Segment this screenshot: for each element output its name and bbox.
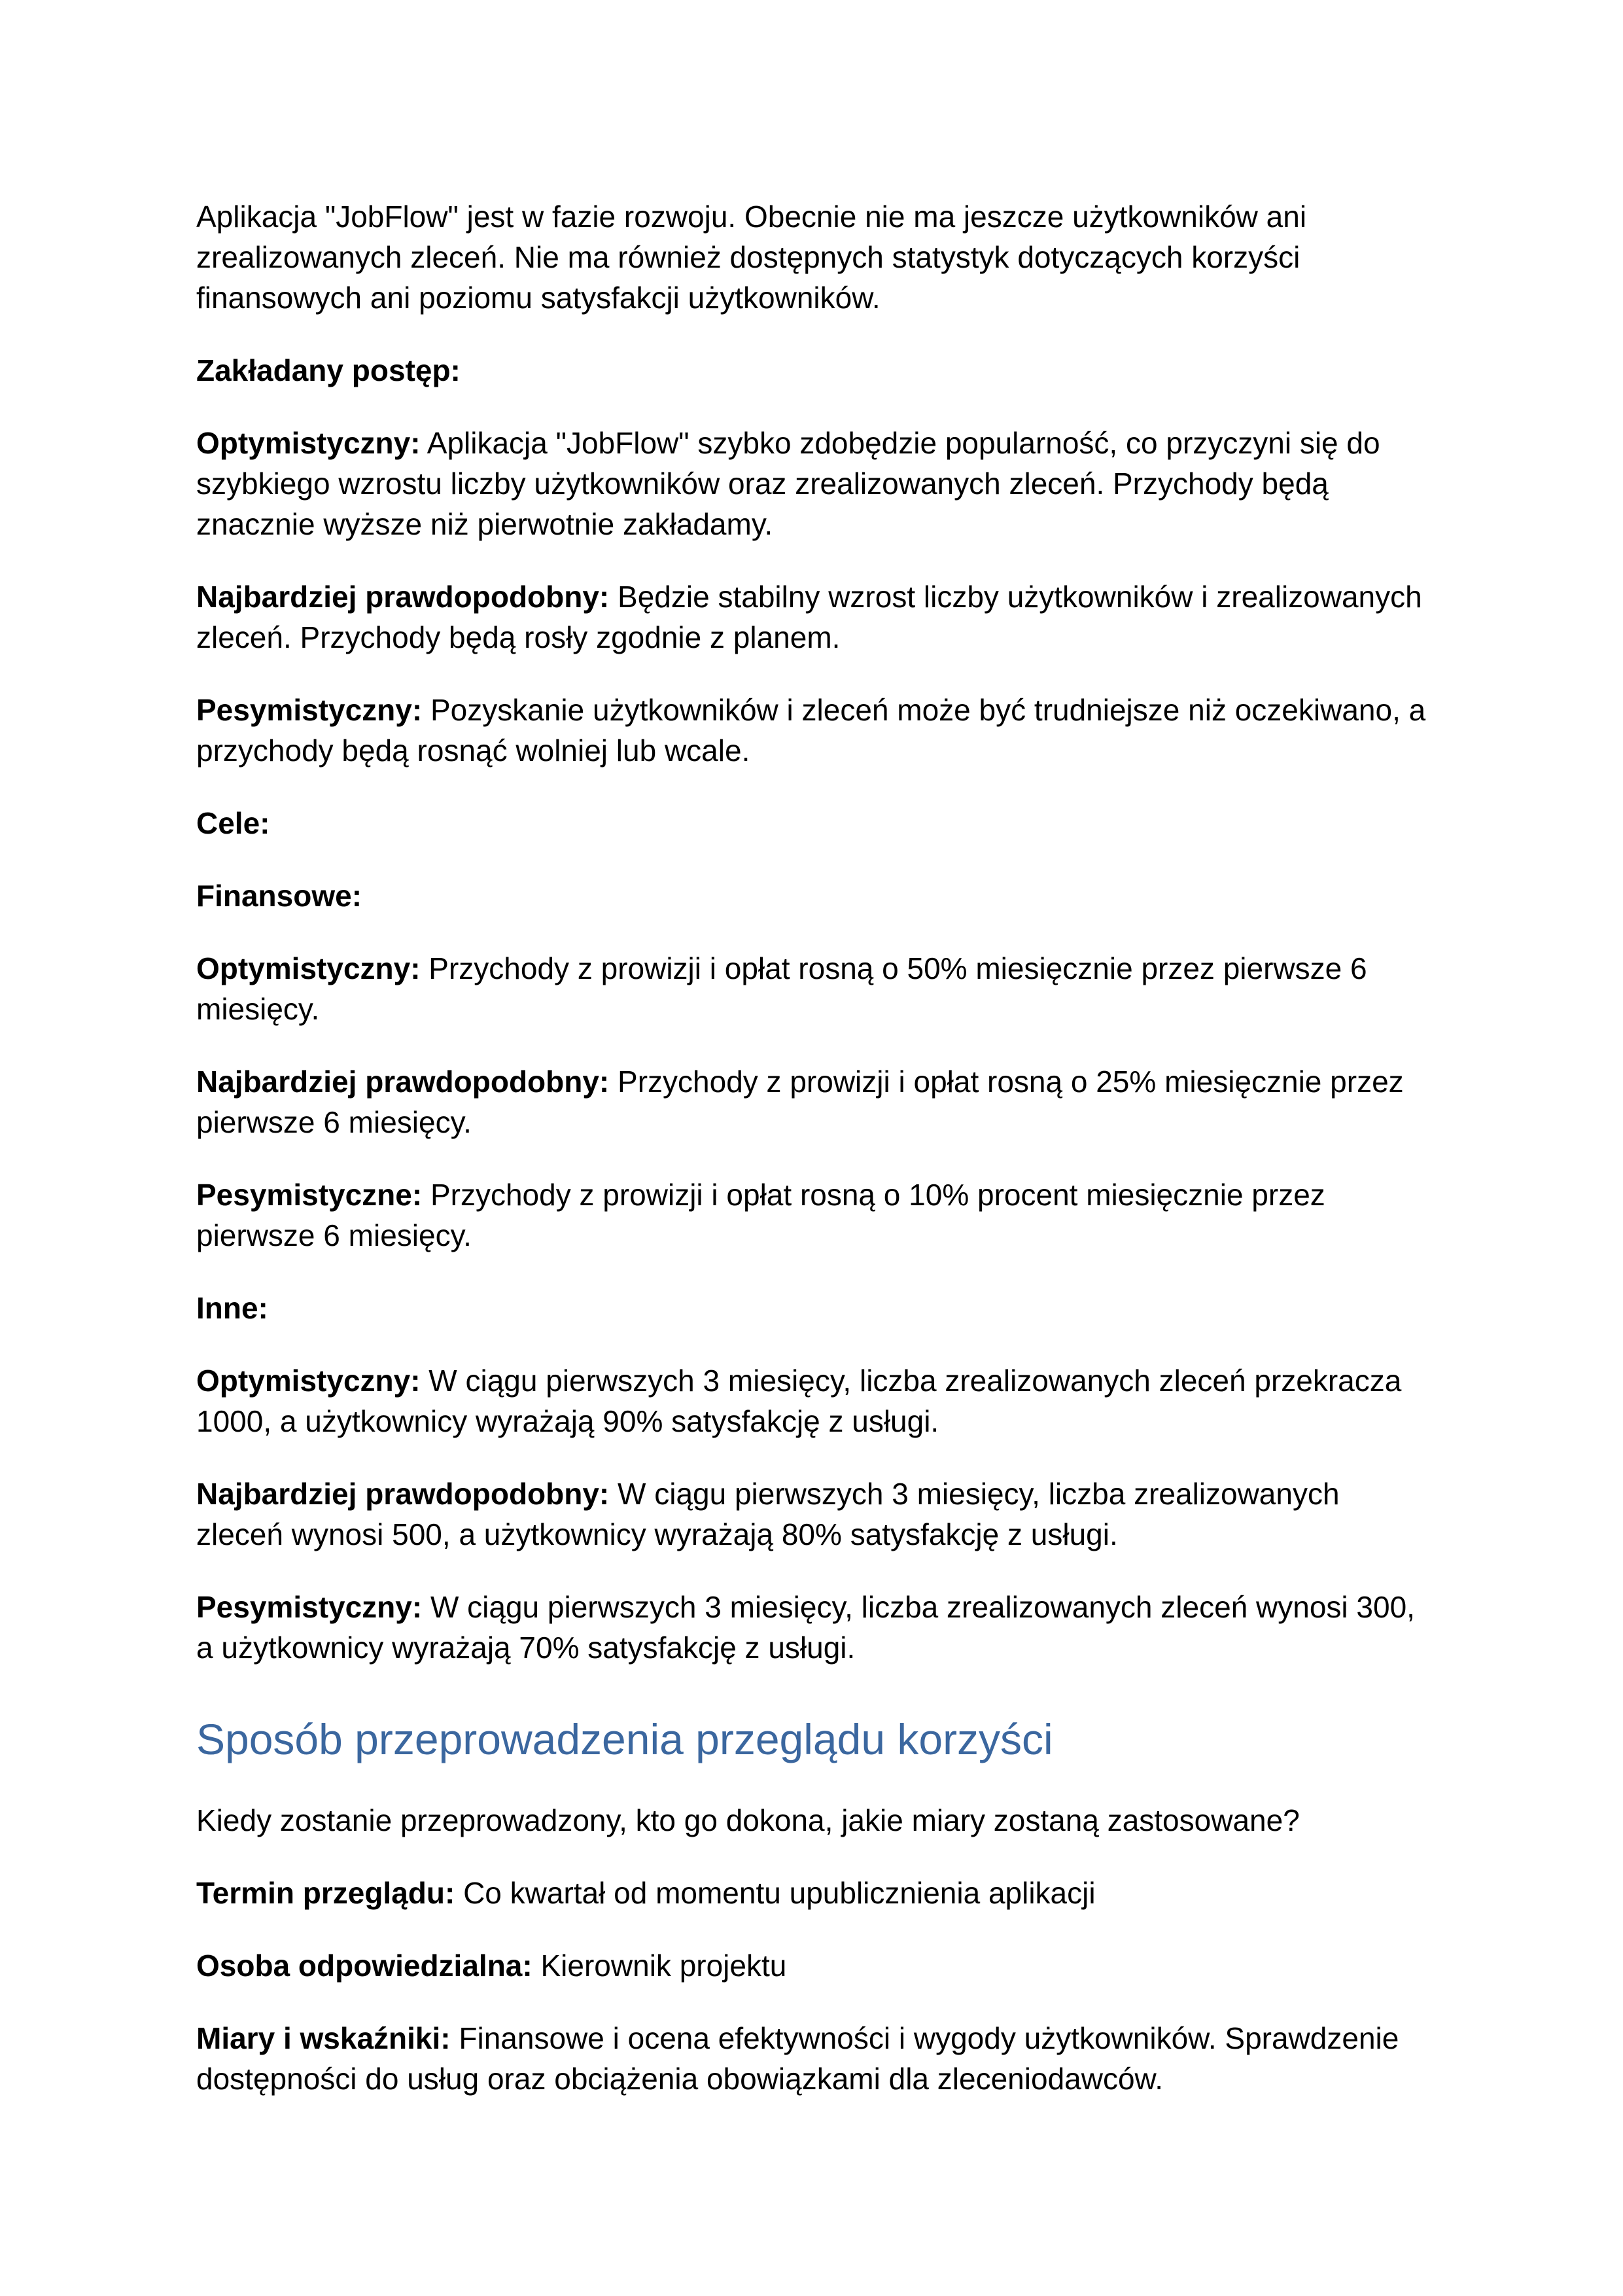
paragraph-bold-label: Najbardziej prawdopodobny:	[196, 1477, 610, 1511]
paragraph-zakladany-postep	[196, 350, 1427, 391]
paragraph-text: Kierownik projektu	[532, 1949, 787, 1983]
section-heading: Sposób przeprowadzenia przeglądu korzyści	[196, 1715, 1053, 1763]
paragraph-postep-najbardziej-prawdopodobny	[196, 576, 1427, 658]
paragraph-text: Przychody z prowizji i opłat rosną o 50% miesięcznie przez pierwsze 6 miesięcy.	[196, 951, 1367, 1026]
paragraph-bold-label: Najbardziej prawdopodobny:	[196, 1065, 610, 1099]
paragraph-inne-pesymistyczny	[196, 1587, 1427, 1668]
paragraph-cele	[196, 803, 1427, 843]
paragraph-text: Kiedy zostanie przeprowadzony, kto go dokona, jakie miary zostaną zastosowane?	[196, 1803, 1300, 1837]
paragraph-osoba-odpowiedzialna	[196, 1945, 1427, 1986]
paragraph-bold-label: Najbardziej prawdopodobny:	[196, 580, 610, 614]
paragraph-bold-label: Miary i wskaźniki:	[196, 2021, 451, 2055]
paragraph-text: Przychody z prowizji i opłat rosną o 10% procent miesięcznie przez pierwsze 6 miesięcy.	[196, 1178, 1325, 1252]
paragraph-finansowe-najbardziej-prawdopodobny	[196, 1061, 1427, 1142]
paragraph-inne-najbardziej-prawdopodobny	[196, 1474, 1427, 1555]
paragraph-bold-label: Inne:	[196, 1291, 268, 1325]
paragraph-bold-label: Zakładany postęp:	[196, 353, 461, 387]
paragraph-text: Przychody z prowizji i opłat rosną o 25% miesięcznie przez pierwsze 6 miesięcy.	[196, 1065, 1404, 1139]
paragraph-text: Aplikacja "JobFlow" szybko zdobędzie popularność, co przyczyni się do szybkiego wzrostu liczby użytkowników oraz zrealizowanych zleceń. Przychody będą znacznie wyższe niż pierwotnie zakładamy.	[196, 426, 1380, 541]
paragraph-bold-label: Optymistyczny:	[196, 1364, 421, 1398]
paragraph-text: Finansowe i ocena efektywności i wygody użytkowników. Sprawdzenie dostępności do usług oraz obciążenia obowiązkami dla zleceniodawców.	[196, 2021, 1399, 2096]
paragraph-text: W ciągu pierwszych 3 miesięcy, liczba zrealizowanych zleceń wynosi 300, a użytkownicy wyrażają 70% satysfakcję z usługi.	[196, 1590, 1415, 1665]
paragraph-intro	[196, 196, 1427, 318]
paragraph-text: W ciągu pierwszych 3 miesięcy, liczba zrealizowanych zleceń wynosi 500, a użytkownicy wyrażają 80% satysfakcję z usługi.	[196, 1477, 1340, 1551]
paragraph-przeglad-pytania	[196, 1800, 1427, 1841]
paragraph-inne-optymistyczny	[196, 1360, 1427, 1441]
paragraph-bold-label: Pesymistyczny:	[196, 1590, 423, 1624]
paragraph-bold-label: Optymistyczny:	[196, 426, 421, 460]
paragraph-text: W ciągu pierwszych 3 miesięcy, liczba zrealizowanych zleceń przekracza 1000, a użytkownicy wyrażają 90% satysfakcję z usługi.	[196, 1364, 1402, 1438]
paragraph-postep-optymistyczny	[196, 423, 1427, 544]
paragraph-text: Co kwartał od momentu upublicznienia aplikacji	[455, 1876, 1096, 1910]
paragraph-postep-pesymistyczny	[196, 690, 1427, 771]
paragraph-bold-label: Optymistyczny:	[196, 951, 421, 985]
paragraph-text: Będzie stabilny wzrost liczby użytkowników i zrealizowanych zleceń. Przychody będą rosły zgodnie z planem.	[196, 580, 1422, 654]
paragraph-bold-label: Termin przeglądu:	[196, 1876, 455, 1910]
paragraph-bold-label: Pesymistyczne:	[196, 1178, 423, 1212]
paragraph-bold-label: Finansowe:	[196, 879, 362, 913]
paragraph-bold-label: Cele:	[196, 806, 270, 840]
paragraph-miary-wskazniki	[196, 2018, 1427, 2099]
paragraph-bold-label: Pesymistyczny:	[196, 693, 423, 727]
paragraph-text: Aplikacja "JobFlow" jest w fazie rozwoju. Obecnie nie ma jeszcze użytkowników ani zrealizowanych zleceń. Nie ma również dostępnych statystyk dotyczących korzyści finansowych ani poziomu satysfakcji użytkowników.	[196, 200, 1307, 315]
paragraph-text: Pozyskanie użytkowników i zleceń może być trudniejsze niż oczekiwano, a przychody będą rosnąć wolniej lub wcale.	[196, 693, 1426, 768]
paragraph-finansowe-optymistyczny	[196, 948, 1427, 1029]
paragraph-finansowe-pesymistyczne	[196, 1174, 1427, 1256]
paragraph-finansowe	[196, 875, 1427, 916]
paragraph-bold-label: Osoba odpowiedzialna:	[196, 1949, 532, 1983]
paragraph-termin-przegladu	[196, 1873, 1427, 1913]
paragraph-inne	[196, 1288, 1427, 1328]
